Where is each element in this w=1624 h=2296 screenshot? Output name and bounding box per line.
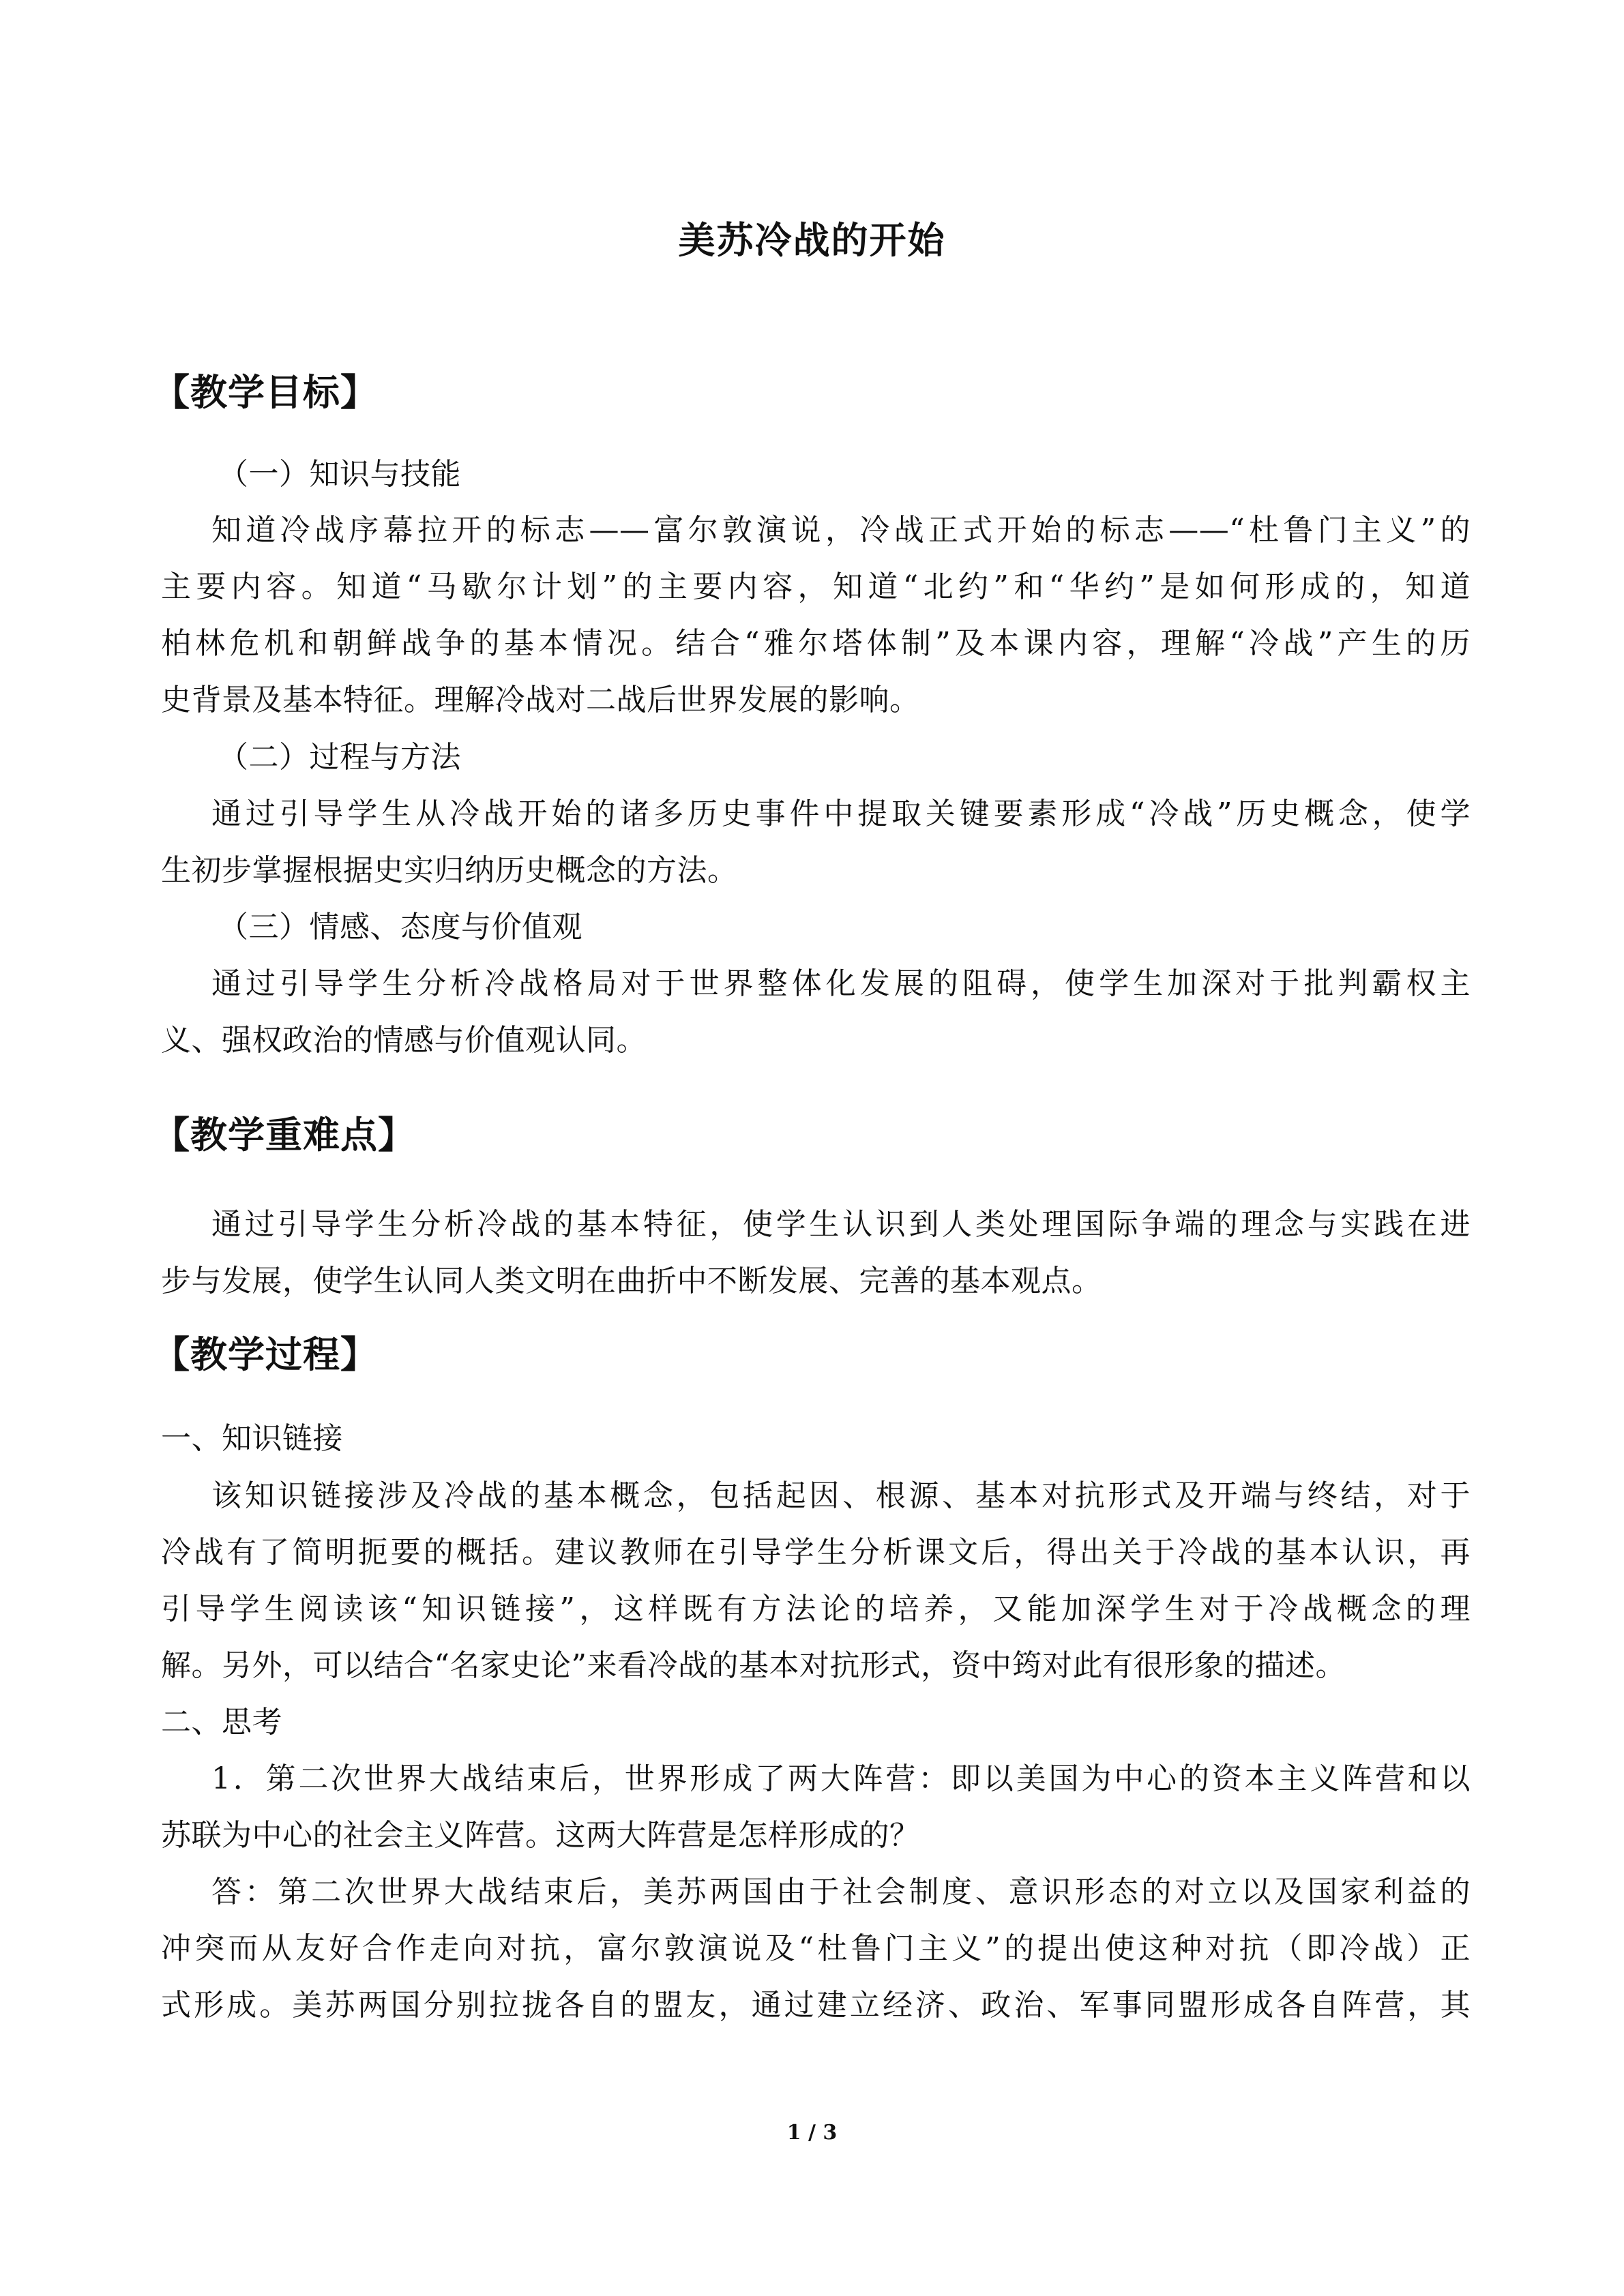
question-line: 苏联为中心的社会主义阵营。这两大阵营是怎样形成的？ (161, 1818, 920, 1853)
paragraph-line: 解。另外，可以结合“名家史论”来看冷战的基本对抗形式，资中筠对此有很形象的描述。 (161, 1648, 1346, 1683)
answer-line: 答：第二次世界大战结束后，美苏两国由于社会制度、意识形态的对立以及国家利益的 (211, 1875, 1471, 1909)
paragraph-line: 该知识链接涉及冷战的基本概念，包括起因、根源、基本对抗形式及开端与终结，对于 (211, 1478, 1471, 1513)
subheading-values: （三）情感、态度与价值观 (218, 910, 582, 944)
paragraph-line: 生初步掌握根据史实归纳历史概念的方法。 (161, 853, 738, 888)
list-item-thinking: 二、思考 (161, 1705, 282, 1740)
paragraph-line: 柏林危机和朝鲜战争的基本情况。结合“雅尔塔体制”及本课内容，理解“冷战”产生的历 (161, 626, 1471, 661)
paragraph-line: 通过引导学生从冷战开始的诸多历史事件中提取关键要素形成“冷战”历史概念，使学 (211, 796, 1471, 831)
paragraph-line: 通过引导学生分析冷战格局对于世界整体化发展的阻碍，使学生加深对于批判霸权主 (211, 966, 1471, 1001)
page-title: 美苏冷战的开始 (678, 218, 946, 262)
subheading-knowledge: （一）知识与技能 (218, 457, 461, 492)
answer-line: 冲突而从友好合作走向对抗，富尔敦演说及“杜鲁门主义”的提出使这种对抗（即冷战）正 (161, 1931, 1471, 1966)
paragraph-line: 主要内容。知道“马歇尔计划”的主要内容，知道“北约”和“华约”是如何形成的，知道 (161, 569, 1471, 604)
paragraph-line: 知道冷战序幕拉开的标志——富尔敦演说，冷战正式开始的标志——“杜鲁门主义”的 (211, 513, 1471, 548)
list-item-knowledge-link: 一、知识链接 (161, 1421, 343, 1456)
heading-objectives: 【教学目标】 (153, 371, 378, 414)
answer-line: 式形成。美苏两国分别拉拢各自的盟友，通过建立经济、政治、军事同盟形成各自阵营，其 (161, 1988, 1471, 2023)
paragraph-line: 引导学生阅读该“知识链接”，这样既有方法论的培养，又能加深学生对于冷战概念的理 (161, 1592, 1471, 1626)
paragraph-line: 义、强权政治的情感与价值观认同。 (161, 1023, 647, 1058)
paragraph-line: 冷战有了简明扼要的概括。建议教师在引导学生分析课文后，得出关于冷战的基本认识，再 (161, 1535, 1471, 1570)
paragraph-line: 步与发展，使学生认同人类文明在曲折中不断发展、完善的基本观点。 (161, 1264, 1102, 1298)
heading-keypoints: 【教学重难点】 (153, 1114, 415, 1157)
heading-process: 【教学过程】 (153, 1333, 378, 1376)
page-number: 1 / 3 (786, 2121, 838, 2145)
paragraph-line: 史背景及基本特征。理解冷战对二战后世界发展的影响。 (161, 683, 920, 717)
paragraph-line: 通过引导学生分析冷战的基本特征，使学生认识到人类处理国际争端的理念与实践在进 (211, 1207, 1471, 1242)
question-line: 1．第二次世界大战结束后，世界形成了两大阵营：即以美国为中心的资本主义阵营和以 (211, 1761, 1471, 1796)
subheading-process-method: （二）过程与方法 (218, 740, 461, 775)
